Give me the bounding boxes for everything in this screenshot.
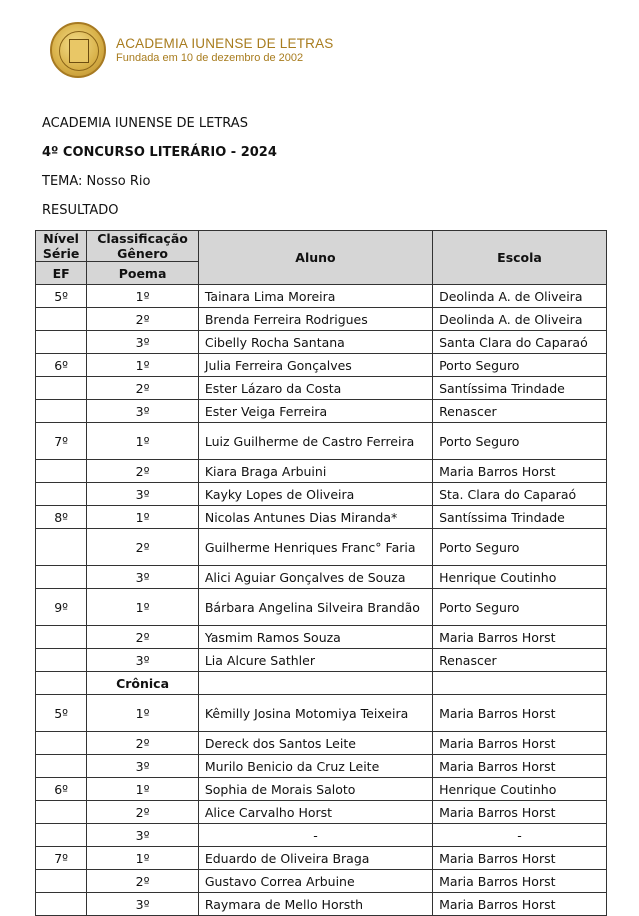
escola-cell: Porto Seguro <box>433 589 607 626</box>
serie-cell: 5º <box>36 285 87 308</box>
classificacao-cell: 3º <box>87 331 199 354</box>
classificacao-cell: 1º <box>87 506 199 529</box>
aluno-cell: Dereck dos Santos Leite <box>198 732 432 755</box>
escola-cell: Maria Barros Horst <box>433 893 607 916</box>
col-nivel-serie: Nível Série <box>36 231 87 262</box>
escola-cell: Sta. Clara do Caparaó <box>433 483 607 506</box>
table-row <box>36 870 607 893</box>
table-row <box>36 847 607 870</box>
classificacao-cell: 2º <box>87 460 199 483</box>
escola-cell: Maria Barros Horst <box>433 732 607 755</box>
table-row <box>36 778 607 801</box>
classificacao-cell: 1º <box>87 778 199 801</box>
table-row <box>36 308 607 331</box>
classificacao-cell: 3º <box>87 755 199 778</box>
table-row <box>36 354 607 377</box>
classificacao-cell: 3º <box>87 400 199 423</box>
col-classificacao-genero: Classificação Gênero <box>87 231 199 262</box>
table-row <box>36 732 607 755</box>
escola-cell: Porto Seguro <box>433 529 607 566</box>
serie-cell <box>36 870 87 893</box>
escola-cell: Maria Barros Horst <box>433 460 607 483</box>
aluno-cell: Guilherme Henriques Franc° Faria <box>198 529 432 566</box>
poema-rows <box>36 285 607 672</box>
escola-cell: Porto Seguro <box>433 354 607 377</box>
escola-cell: Deolinda A. de Oliveira <box>433 308 607 331</box>
serie-cell <box>36 649 87 672</box>
classificacao-cell: 1º <box>87 589 199 626</box>
col-escola: Escola <box>433 231 607 285</box>
classificacao-cell: 2º <box>87 529 199 566</box>
classificacao-cell: 3º <box>87 893 199 916</box>
aluno-cell: Brenda Ferreira Rodrigues <box>198 308 432 331</box>
aluno-cell: Tainara Lima Moreira <box>198 285 432 308</box>
aluno-cell: Sophia de Morais Saloto <box>198 778 432 801</box>
table-row <box>36 423 607 460</box>
table-row <box>36 377 607 400</box>
table-row <box>36 483 607 506</box>
table-row <box>36 566 607 589</box>
academy-seal-logo <box>50 22 106 78</box>
table-row <box>36 626 607 649</box>
classificacao-cell: 2º <box>87 732 199 755</box>
escola-cell: Santa Clara do Caparaó <box>433 331 607 354</box>
aluno-cell: - <box>198 824 432 847</box>
classificacao-cell: 2º <box>87 801 199 824</box>
serie-cell <box>36 460 87 483</box>
table-row <box>36 893 607 916</box>
aluno-cell: Alici Aguiar Gonçalves de Souza <box>198 566 432 589</box>
classificacao-cell: 1º <box>87 847 199 870</box>
letterhead-text <box>116 36 334 64</box>
genre-section-row <box>36 672 607 695</box>
escola-cell: Maria Barros Horst <box>433 626 607 649</box>
letterhead <box>50 22 334 78</box>
serie-cell <box>36 626 87 649</box>
aluno-cell: Kiara Braga Arbuini <box>198 460 432 483</box>
table-row <box>36 400 607 423</box>
escola-cell: Renascer <box>433 649 607 672</box>
serie-cell <box>36 893 87 916</box>
escola-cell: Henrique Coutinho <box>433 778 607 801</box>
classificacao-cell: 1º <box>87 423 199 460</box>
aluno-cell: Ester Veiga Ferreira <box>198 400 432 423</box>
genre-poema: Poema <box>87 262 199 285</box>
classificacao-cell: 3º <box>87 649 199 672</box>
classificacao-cell: 1º <box>87 354 199 377</box>
escola-cell: Porto Seguro <box>433 423 607 460</box>
table-row <box>36 824 607 847</box>
serie-cell <box>36 529 87 566</box>
classificacao-cell: 3º <box>87 824 199 847</box>
serie-cell <box>36 732 87 755</box>
serie-cell: 7º <box>36 847 87 870</box>
ef-label: EF <box>36 262 87 285</box>
aluno-cell: Ester Lázaro da Costa <box>198 377 432 400</box>
classificacao-cell: 1º <box>87 285 199 308</box>
org-name: ACADEMIA IUNENSE DE LETRAS <box>116 36 334 51</box>
aluno-cell: Eduardo de Oliveira Braga <box>198 847 432 870</box>
table-row <box>36 801 607 824</box>
aluno-cell: Yasmim Ramos Souza <box>198 626 432 649</box>
classificacao-cell: 2º <box>87 626 199 649</box>
serie-cell <box>36 824 87 847</box>
serie-cell <box>36 483 87 506</box>
classificacao-cell: 1º <box>87 695 199 732</box>
aluno-cell: Bárbara Angelina Silveira Brandão <box>198 589 432 626</box>
serie-cell <box>36 755 87 778</box>
classificacao-cell: 3º <box>87 483 199 506</box>
aluno-cell: Alice Carvalho Horst <box>198 801 432 824</box>
serie-cell <box>36 400 87 423</box>
serie-cell: 6º <box>36 778 87 801</box>
aluno-cell: Kayky Lopes de Oliveira <box>198 483 432 506</box>
aluno-cell: Julia Ferreira Gonçalves <box>198 354 432 377</box>
serie-cell: 5º <box>36 695 87 732</box>
doc-theme: TEMA: Nosso Rio <box>42 174 151 189</box>
escola-cell: Maria Barros Horst <box>433 755 607 778</box>
doc-title: 4º CONCURSO LITERÁRIO - 2024 <box>42 145 277 160</box>
serie-cell <box>36 566 87 589</box>
serie-cell <box>36 308 87 331</box>
table-row <box>36 649 607 672</box>
doc-result: RESULTADO <box>42 203 119 218</box>
serie-cell: 9º <box>36 589 87 626</box>
doc-org: ACADEMIA IUNENSE DE LETRAS <box>42 116 248 131</box>
escola-cell: Maria Barros Horst <box>433 801 607 824</box>
serie-cell: 7º <box>36 423 87 460</box>
org-founded: Fundada em 10 de dezembro de 2002 <box>116 52 304 64</box>
table-row <box>36 331 607 354</box>
serie-cell <box>36 331 87 354</box>
table-row <box>36 695 607 732</box>
serie-cell: 6º <box>36 354 87 377</box>
classificacao-cell: 2º <box>87 308 199 331</box>
escola-cell: Henrique Coutinho <box>433 566 607 589</box>
escola-cell: Maria Barros Horst <box>433 847 607 870</box>
table-row <box>36 755 607 778</box>
table-row <box>36 529 607 566</box>
classificacao-cell: 2º <box>87 377 199 400</box>
escola-cell: Renascer <box>433 400 607 423</box>
results-table <box>35 230 607 916</box>
aluno-cell: Kêmilly Josina Motomiya Teixeira <box>198 695 432 732</box>
serie-cell <box>36 377 87 400</box>
escola-cell: Maria Barros Horst <box>433 695 607 732</box>
serie-cell: 8º <box>36 506 87 529</box>
table-row <box>36 589 607 626</box>
escola-cell: Maria Barros Horst <box>433 870 607 893</box>
table-row <box>36 506 607 529</box>
table-row <box>36 285 607 308</box>
classificacao-cell: 2º <box>87 870 199 893</box>
escola-cell: Deolinda A. de Oliveira <box>433 285 607 308</box>
escola-cell: Santíssima Trindade <box>433 377 607 400</box>
escola-cell: - <box>433 824 607 847</box>
aluno-cell: Luiz Guilherme de Castro Ferreira <box>198 423 432 460</box>
serie-cell <box>36 801 87 824</box>
col-aluno: Aluno <box>198 231 432 285</box>
table-row <box>36 460 607 483</box>
aluno-cell: Murilo Benicio da Cruz Leite <box>198 755 432 778</box>
cronica-rows <box>36 695 607 916</box>
aluno-cell: Nicolas Antunes Dias Miranda* <box>198 506 432 529</box>
aluno-cell: Cibelly Rocha Santana <box>198 331 432 354</box>
aluno-cell: Gustavo Correa Arbuine <box>198 870 432 893</box>
classificacao-cell: 3º <box>87 566 199 589</box>
escola-cell: Santíssima Trindade <box>433 506 607 529</box>
genre-cronica: Crônica <box>87 672 199 695</box>
aluno-cell: Lia Alcure Sathler <box>198 649 432 672</box>
aluno-cell: Raymara de Mello Horsth <box>198 893 432 916</box>
